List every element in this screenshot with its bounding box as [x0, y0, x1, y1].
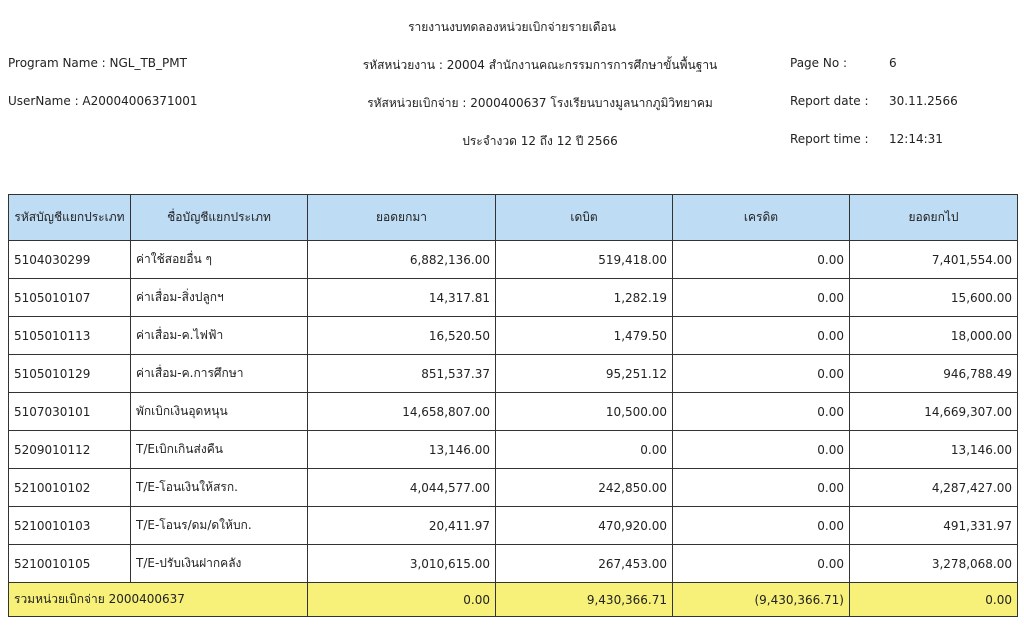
- table-header-row: [9, 195, 1018, 241]
- col-credit: เครดิต: [673, 195, 850, 241]
- table-row: [9, 317, 1018, 355]
- account-code-cell: 5210010105: [9, 545, 131, 583]
- account-name-cell: ค่าเสื่อม-สิ่งปลูกฯ: [131, 279, 308, 317]
- brought-forward-cell: 851,537.37: [308, 355, 496, 393]
- debit-cell: 0.00: [496, 431, 673, 469]
- credit-cell: 0.00: [673, 317, 850, 355]
- total-debit: 9,430,366.71: [496, 583, 673, 617]
- account-name-cell: T/E-ปรับเงินฝากคลัง: [131, 545, 308, 583]
- brought-forward-cell: 13,146.00: [308, 431, 496, 469]
- account-code-cell: 5105010107: [9, 279, 131, 317]
- account-name-cell: ค่าเสื่อม-ค.ไฟฟ้า: [131, 317, 308, 355]
- brought-forward-cell: 4,044,577.00: [308, 469, 496, 507]
- page-label: Page No :: [790, 56, 848, 70]
- col-account-name: ชื่อบัญชีแยกประเภท: [131, 195, 308, 241]
- report-period: ประจำงวด 12 ถึง 12 ปี 2566: [462, 134, 618, 148]
- carried-forward-cell: 15,600.00: [850, 279, 1018, 317]
- carried-forward-cell: 7,401,554.00: [850, 241, 1018, 279]
- total-row: [9, 583, 1018, 617]
- account-code-cell: 5105010129: [9, 355, 131, 393]
- credit-cell: 0.00: [673, 469, 850, 507]
- report-date-value: 30.11.2566: [889, 94, 958, 108]
- page-value: 6: [889, 56, 897, 70]
- table-row: [9, 469, 1018, 507]
- total-brought-forward: 0.00: [308, 583, 496, 617]
- account-name-cell: ค่าใช้สอยอื่น ๆ: [131, 241, 308, 279]
- total-carried-forward: 0.00: [850, 583, 1018, 617]
- carried-forward-cell: 946,788.49: [850, 355, 1018, 393]
- credit-cell: 0.00: [673, 241, 850, 279]
- account-name-cell: T/E-โอนเงินให้สรก.: [131, 469, 308, 507]
- brought-forward-cell: 3,010,615.00: [308, 545, 496, 583]
- debit-cell: 267,453.00: [496, 545, 673, 583]
- account-code-cell: 5210010103: [9, 507, 131, 545]
- account-code-cell: 5210010102: [9, 469, 131, 507]
- credit-cell: 0.00: [673, 545, 850, 583]
- credit-cell: 0.00: [673, 431, 850, 469]
- account-name-cell: ค่าเสื่อม-ค.การศึกษา: [131, 355, 308, 393]
- credit-cell: 0.00: [673, 279, 850, 317]
- carried-forward-cell: 491,331.97: [850, 507, 1018, 545]
- table-row: [9, 241, 1018, 279]
- table-row: [9, 279, 1018, 317]
- carried-forward-cell: 3,278,068.00: [850, 545, 1018, 583]
- brought-forward-cell: 20,411.97: [308, 507, 496, 545]
- table-row: [9, 545, 1018, 583]
- account-code-cell: 5107030101: [9, 393, 131, 431]
- report-title: รายงานงบทดลองหน่วยเบิกจ่ายรายเดือน: [408, 20, 616, 34]
- debit-cell: 1,282.19: [496, 279, 673, 317]
- carried-forward-cell: 18,000.00: [850, 317, 1018, 355]
- col-debit: เดบิต: [496, 195, 673, 241]
- credit-cell: 0.00: [673, 507, 850, 545]
- account-name-cell: T/E-โอนร/ดม/ดให้บก.: [131, 507, 308, 545]
- account-name-cell: พักเบิกเงินอุดหนุน: [131, 393, 308, 431]
- col-carried-forward: ยอดยกไป: [850, 195, 1018, 241]
- col-account-code: รหัสบัญชีแยกประเภท: [9, 195, 131, 241]
- brought-forward-cell: 16,520.50: [308, 317, 496, 355]
- agency-code: รหัสหน่วยงาน : 20004 สำนักงานคณะกรรมการการศึกษาขั้นพื้นฐาน: [362, 58, 718, 72]
- disbursing-unit: รหัสหน่วยเบิกจ่าย : 2000400637 โรงเรียนบางมูลนากภูมิวิทยาคม: [367, 96, 713, 110]
- carried-forward-cell: 13,146.00: [850, 431, 1018, 469]
- carried-forward-cell: 14,669,307.00: [850, 393, 1018, 431]
- trial-balance-table: [8, 194, 1018, 617]
- credit-cell: 0.00: [673, 355, 850, 393]
- table-row: [9, 393, 1018, 431]
- report-date-label: Report date :: [790, 94, 869, 108]
- credit-cell: 0.00: [673, 393, 850, 431]
- total-credit: (9,430,366.71): [673, 583, 850, 617]
- account-code-cell: 5105010113: [9, 317, 131, 355]
- account-code-cell: 5209010112: [9, 431, 131, 469]
- debit-cell: 95,251.12: [496, 355, 673, 393]
- col-brought-forward: ยอดยกมา: [308, 195, 496, 241]
- report-time-label: Report time :: [790, 132, 869, 146]
- carried-forward-cell: 4,287,427.00: [850, 469, 1018, 507]
- total-label: รวมหน่วยเบิกจ่าย 2000400637: [9, 583, 308, 617]
- program-name: Program Name : NGL_TB_PMT: [8, 56, 187, 70]
- brought-forward-cell: 14,317.81: [308, 279, 496, 317]
- account-code-cell: 5104030299: [9, 241, 131, 279]
- debit-cell: 242,850.00: [496, 469, 673, 507]
- debit-cell: 519,418.00: [496, 241, 673, 279]
- table-row: [9, 507, 1018, 545]
- debit-cell: 470,920.00: [496, 507, 673, 545]
- username: UserName : A20004006371001: [8, 94, 198, 108]
- table-row: [9, 431, 1018, 469]
- brought-forward-cell: 6,882,136.00: [308, 241, 496, 279]
- report-time-value: 12:14:31: [889, 132, 943, 146]
- brought-forward-cell: 14,658,807.00: [308, 393, 496, 431]
- debit-cell: 1,479.50: [496, 317, 673, 355]
- table-row: [9, 355, 1018, 393]
- account-name-cell: T/Eเบิกเกินส่งคืน: [131, 431, 308, 469]
- debit-cell: 10,500.00: [496, 393, 673, 431]
